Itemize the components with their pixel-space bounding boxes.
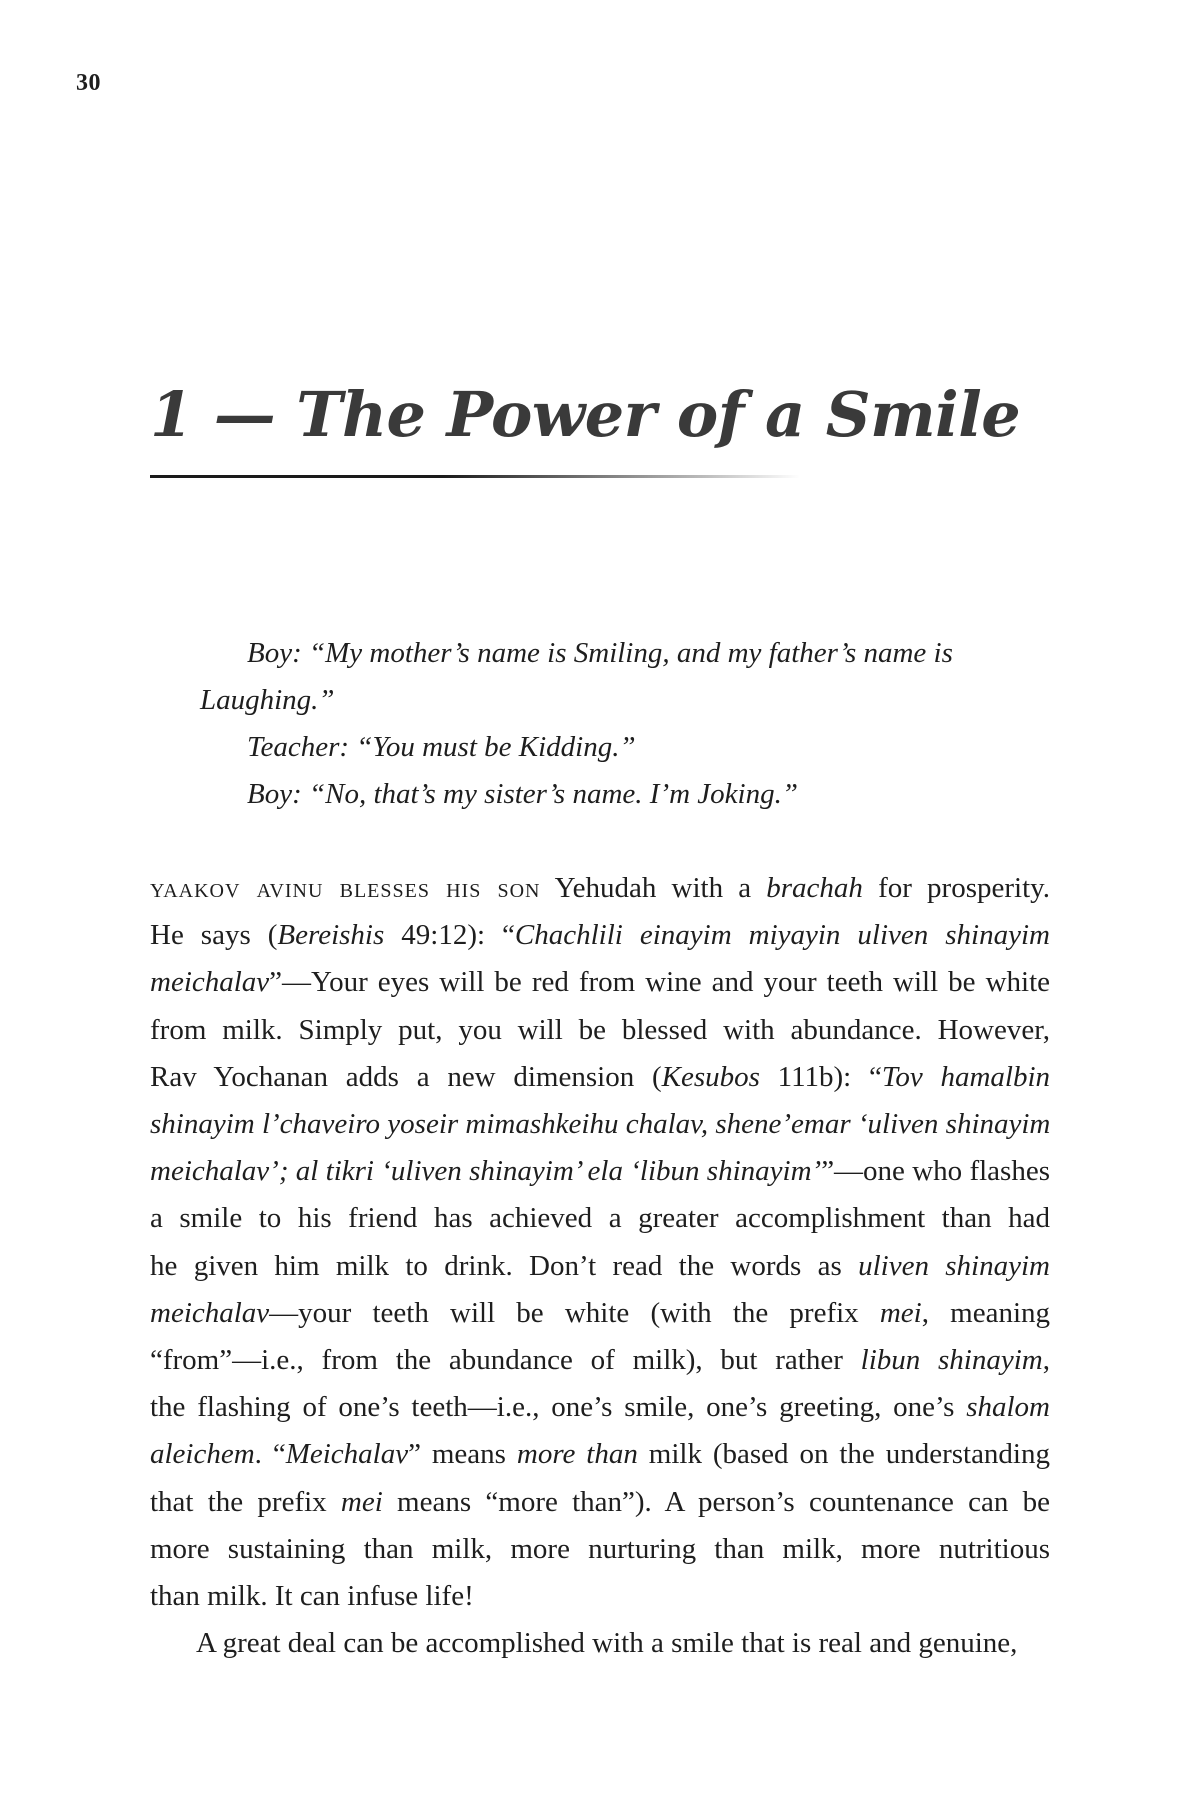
- body-line: that the prefix mei means “more than”). A person’s countenance can be: [150, 1485, 1050, 1518]
- italic-term: meichalav: [150, 966, 270, 999]
- body-line: Rav Yochanan adds a new dimension (Kesubos 111b): “Tov hamalbin: [150, 1060, 1051, 1093]
- italic-term: Meichalav: [285, 1438, 409, 1471]
- second-paragraph-line: A great deal can be accomplished with a smile that is real and genuine,: [196, 1627, 1018, 1660]
- body-line: meichalav’; al tikri ‘uliven shinayim’ ela ‘libun shinayim’”—one who flashes: [150, 1155, 1050, 1188]
- italic-term: shalom: [966, 1391, 1050, 1424]
- body-line: meichalav”—Your eyes will be red from wine and your teeth will be white: [150, 966, 1050, 999]
- body-text: [150, 865, 1050, 1667]
- italic-term: Tov hamalbin: [881, 1060, 1051, 1093]
- italic-term: mei: [340, 1485, 383, 1518]
- epigraph-line: Boy: “No, that’s my sister’s name. I’m Joking.”: [247, 778, 798, 810]
- italic-term: meichalav: [150, 1296, 270, 1329]
- italic-term: brachah: [766, 872, 863, 904]
- body-line: than milk. It can infuse life!: [150, 1580, 474, 1613]
- body-line: more sustaining than milk, more nurturing than milk, more nutritious: [150, 1532, 1050, 1565]
- italic-term: mei: [879, 1296, 922, 1329]
- italic-term: more than: [516, 1438, 638, 1471]
- lead-in-small-caps: yaakov avinu blesses his son: [150, 872, 541, 904]
- italic-term: Chachlili einayim miyayin uliven shinayim: [514, 919, 1050, 952]
- body-line: he given him milk to drink. Don’t read the words as uliven shinayim: [150, 1249, 1050, 1282]
- epigraph: [200, 630, 1040, 818]
- body-line: aleichem. “Meichalav” means more than milk (based on the understanding: [150, 1438, 1050, 1471]
- body-line: [150, 1101, 1050, 1148]
- body-line: meichalav—your teeth will be white (with the prefix mei, meaning: [150, 1296, 1050, 1329]
- italic-term: uliven shinayim: [858, 1249, 1050, 1282]
- epigraph-line: Teacher: “You must be Kidding.”: [247, 731, 636, 763]
- body-line: yaakov avinu blesses his son Yehudah with a brachah for prosperity.: [150, 872, 1050, 904]
- body-line: the flashing of one’s teeth—i.e., one’s smile, one’s greeting, one’s shalom: [150, 1391, 1050, 1424]
- page-number: 30: [76, 70, 101, 96]
- italic-term: Kesubos: [661, 1060, 760, 1093]
- title-underline: [150, 475, 800, 478]
- italic-term: libun shinayim: [860, 1344, 1043, 1377]
- epigraph-line: Boy: “My mother’s name is Smiling, and my father’s name is: [247, 637, 953, 669]
- body-line: from milk. Simply put, you will be blessed with abundance. However,: [150, 1013, 1050, 1046]
- epigraph-line: Laughing.”: [200, 684, 335, 716]
- body-line: He says (Bereishis 49:12): “Chachlili einayim miyayin uliven shinayim: [150, 919, 1050, 952]
- body-line: “from”—i.e., from the abundance of milk), but rather libun shinayim,: [150, 1344, 1050, 1377]
- chapter-title: 1 — The Power of a Smile: [150, 378, 1021, 451]
- italic-term: aleichem: [150, 1438, 255, 1471]
- italic-term: shinayim l’chaveiro yoseir mimashkeihu chalav, shene’emar ‘uliven shinayim: [150, 1108, 1051, 1141]
- body-line: a smile to his friend has achieved a greater accomplishment than had: [150, 1202, 1050, 1235]
- first-paragraph: [150, 865, 1050, 1620]
- italic-term: Bereishis: [277, 919, 385, 952]
- italic-term: meichalav’; al tikri ‘uliven shinayim’ ela ‘libun shinayim’: [150, 1155, 822, 1188]
